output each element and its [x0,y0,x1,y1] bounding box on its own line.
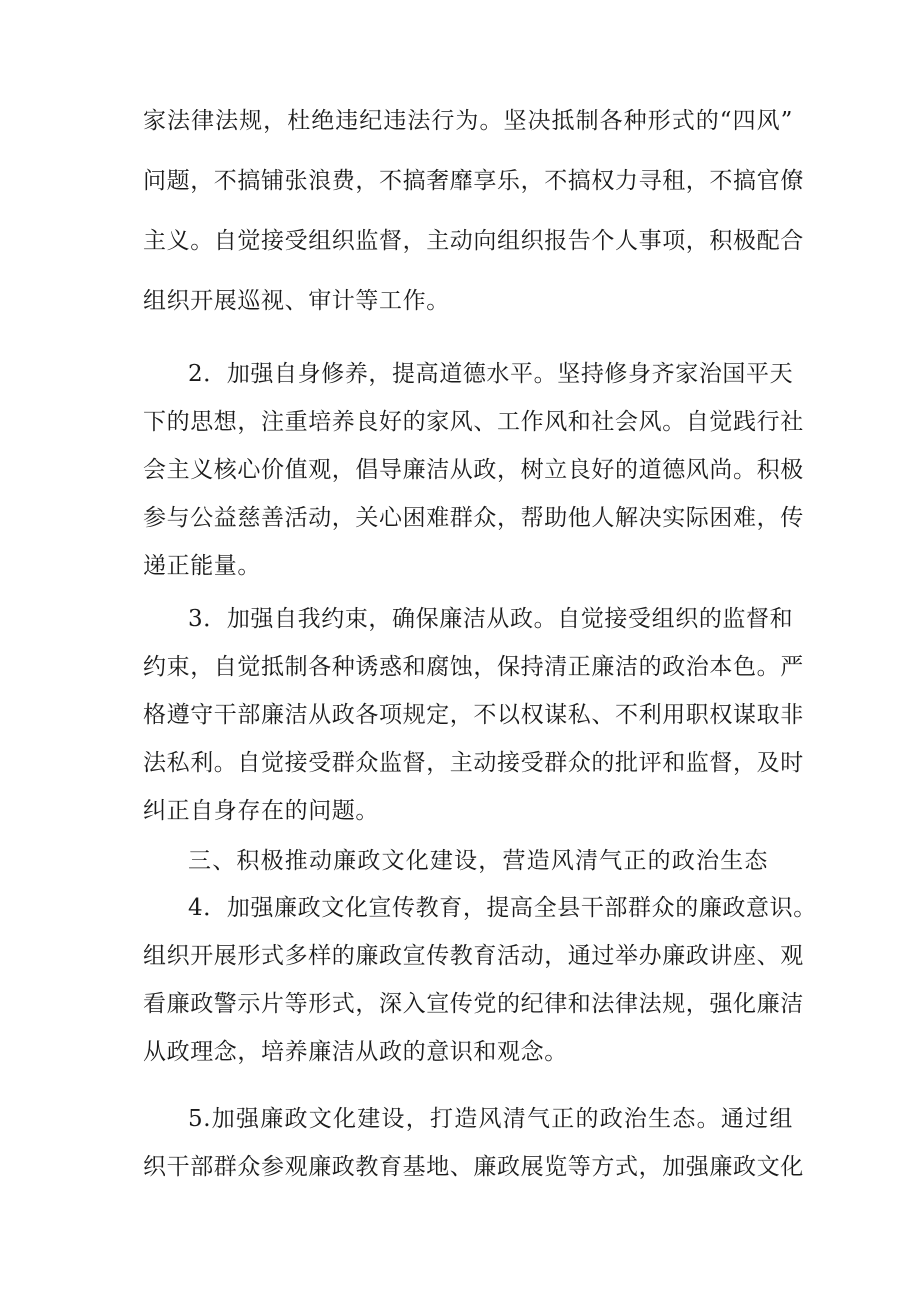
body-text-line: 会主义核心价值观，倡导廉洁从政，树立良好的道德风尚。积极 [143,457,804,483]
body-text-line: 主义。自觉接受组织监督，主动向组织报告个人事项，积极配合 [143,228,804,254]
body-text-line: 纠正自身存在的问题。 [143,798,379,824]
body-text-line: 格遵守干部廉洁从政各项规定，不以权谋私、不利用职权谋取非 [143,702,804,728]
body-text-line: 从政理念，培养廉洁从政的意识和观念。 [143,1039,568,1065]
body-text-line: 组织开展形式多样的廉政宣传教育活动，通过举办廉政讲座、观 [143,943,804,969]
body-text-line: 织干部群众参观廉政教育基地、廉政展览等方式，加强廉政文化 [143,1154,804,1180]
body-text-line: 下的思想，注重培养良好的家风、工作风和社会风。自觉践行社 [143,409,804,435]
body-text-line: 组织开展巡视、审计等工作。 [143,288,450,314]
paragraph-4-first-line: 4．加强廉政文化宣传教育，提高全县干部群众的廉政意识。 [188,895,817,921]
body-text-line: 家法律法规，杜绝违纪违法行为。坚决抵制各种形式的“四风” [143,108,793,134]
paragraph-2-first-line: 2．加强自身修养，提高道德水平。坚持修身齐家治国平天 [188,361,794,387]
body-text-line: 问题，不搞铺张浪费，不搞奢靡享乐，不搞权力寻租，不搞官僚 [143,168,804,194]
body-text-line: 法私利。自觉接受群众监督，主动接受群众的批评和监督，及时 [143,750,804,776]
section-heading: 三、积极推动廉政文化建设，营造风清气正的政治生态 [188,848,768,874]
body-text-line: 递正能量。 [143,553,261,579]
paragraph-3-first-line: 3．加强自我约束，确保廉洁从政。自觉接受组织的监督和 [188,606,794,632]
paragraph-5-first-line: 5.加强廉政文化建设，打造风清气正的政治生态。通过组 [188,1106,793,1132]
body-text-line: 看廉政警示片等形式，深入宣传党的纪律和法律法规，强化廉洁 [143,991,804,1017]
body-text-line: 参与公益慈善活动，关心困难群众，帮助他人解决实际困难，传 [143,505,804,531]
body-text-line: 约束，自觉抵制各种诱惑和腐蚀，保持清正廉洁的政治本色。严 [143,654,804,680]
